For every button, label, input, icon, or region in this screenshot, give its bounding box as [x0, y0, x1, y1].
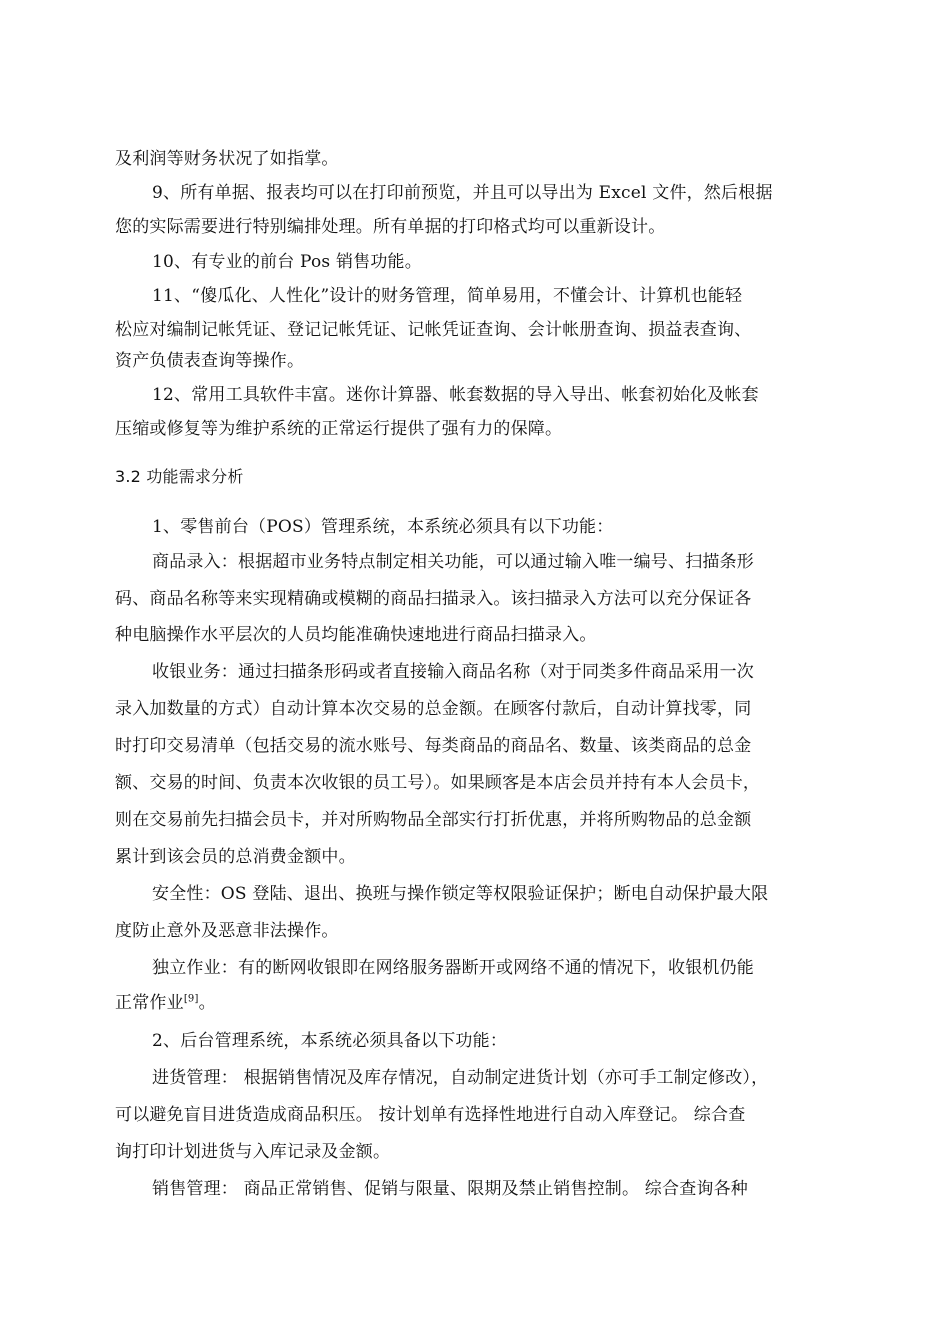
paragraph-line: 销售管理： 商品正常销售、促销与限量、限期及禁止销售控制。 综合查询各种	[152, 1179, 749, 1199]
paragraph-line: 10、有专业的前台 Pos 销售功能。	[152, 252, 422, 272]
paragraph-line: 1、零售前台（POS）管理系统，本系统必须具有以下功能：	[152, 517, 614, 537]
citation-marker: [9]	[183, 993, 199, 1005]
paragraph-line: 码、商品名称等来实现精确或模糊的商品扫描录入。该扫描录入方法可以充分保证各	[115, 589, 752, 609]
paragraph-line: 您的实际需要进行特别编排处理。所有单据的打印格式均可以重新设计。	[115, 217, 666, 237]
paragraph-line: 询打印计划进货与入库记录及金额。	[115, 1142, 391, 1162]
paragraph-text: 正常作业	[115, 993, 184, 1013]
paragraph-line: 压缩或修复等为维护系统的正常运行提供了强有力的保障。	[115, 419, 563, 439]
paragraph-line: 12、常用工具软件丰富。迷你计算器、帐套数据的导入导出、帐套初始化及帐套	[152, 385, 759, 405]
paragraph-line: 商品录入：根据超市业务特点制定相关功能，可以通过输入唯一编号、扫描条形	[152, 552, 754, 572]
paragraph-text: 。	[198, 993, 216, 1013]
paragraph-line: 进货管理： 根据销售情况及库存情况，自动制定进货计划（亦可手工制定修改），	[152, 1068, 769, 1088]
paragraph-line: 度防止意外及恶意非法操作。	[115, 921, 339, 941]
section-heading: 3.2 功能需求分析	[115, 467, 244, 486]
paragraph-line: 时打印交易清单（包括交易的流水账号、每类商品的商品名、数量、该类商品的总金	[115, 736, 752, 756]
paragraph-line: 则在交易前先扫描会员卡，并对所购物品全部实行打折优惠，并将所购物品的总金额	[115, 810, 752, 830]
paragraph-line: 安全性：OS 登陆、退出、换班与操作锁定等权限验证保护；断电自动保护最大限	[152, 884, 769, 904]
paragraph-line: 11、“傻瓜化、人性化”设计的财务管理，简单易用，不懂会计、计算机也能轻	[152, 286, 743, 306]
paragraph-line: 9、所有单据、报表均可以在打印前预览，并且可以导出为 Excel 文件，然后根据	[152, 183, 773, 203]
paragraph-line-with-citation	[115, 992, 216, 1014]
paragraph-line: 可以避免盲目进货造成商品积压。 按计划单有选择性地进行自动入库登记。 综合查	[115, 1105, 746, 1125]
paragraph-line: 录入加数量的方式）自动计算本次交易的总金额。在顾客付款后，自动计算找零，同	[115, 699, 752, 719]
paragraph-line: 及利润等财务状况了如指掌。	[115, 149, 339, 169]
paragraph-line: 收银业务：通过扫描条形码或者直接输入商品名称（对于同类多件商品采用一次	[152, 662, 754, 682]
paragraph-line: 2、后台管理系统，本系统必须具备以下功能：	[152, 1031, 508, 1051]
paragraph-line: 种电脑操作水平层次的人员均能准确快速地进行商品扫描录入。	[115, 625, 597, 645]
paragraph-line: 独立作业：有的断网收银即在网络服务器断开或网络不通的情况下，收银机仍能	[152, 958, 754, 978]
paragraph-line: 松应对编制记帐凭证、登记记帐凭证、记帐凭证查询、会计帐册查询、损益表查询、	[115, 320, 752, 340]
paragraph-line: 资产负债表查询等操作。	[115, 351, 305, 371]
paragraph-line: 累计到该会员的总消费金额中。	[115, 847, 356, 867]
paragraph-line: 额、交易的时间、负责本次收银的员工号）。如果顾客是本店会员并持有本人会员卡，	[115, 773, 761, 793]
